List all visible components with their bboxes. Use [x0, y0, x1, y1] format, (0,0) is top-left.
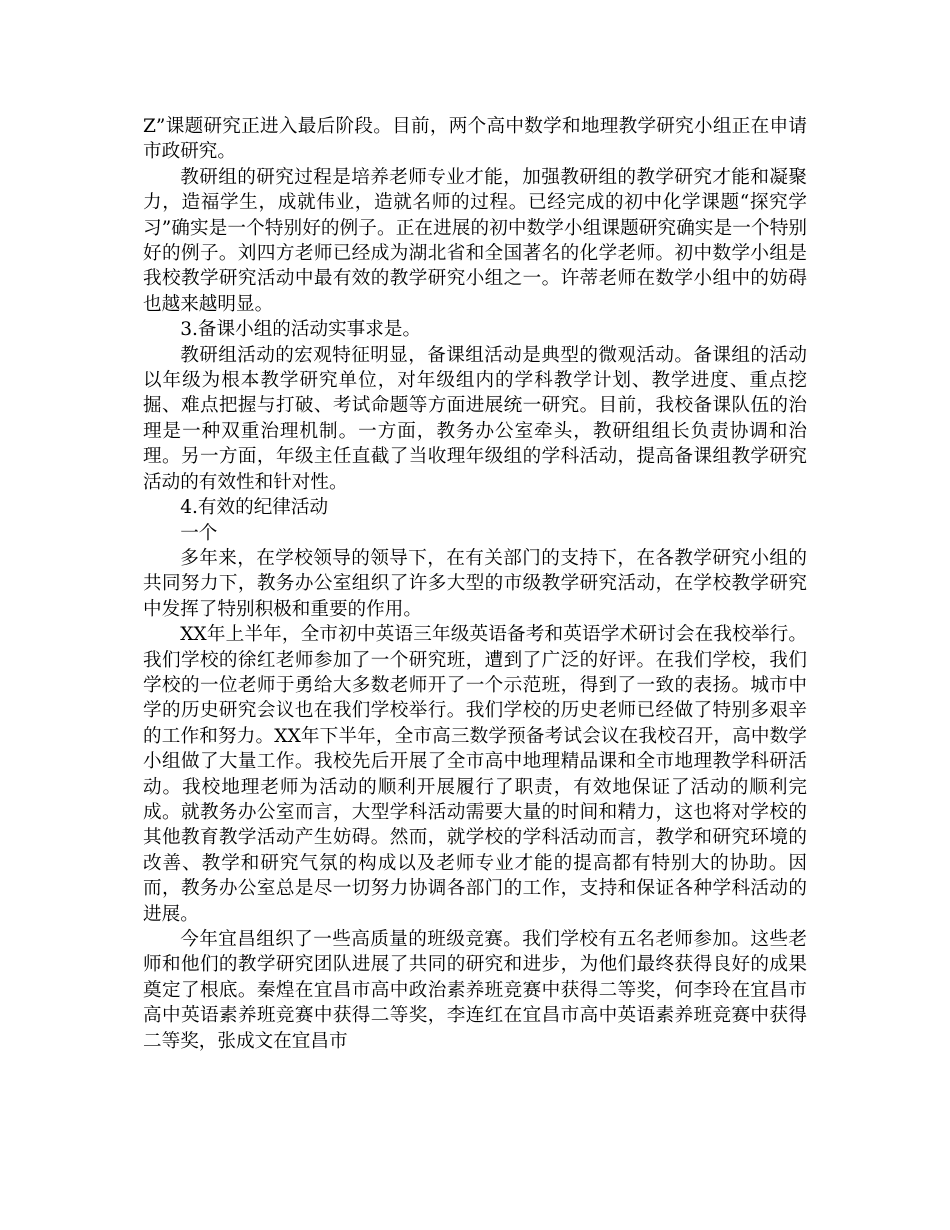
- section-heading-4: 4.有效的纪律活动: [180, 497, 329, 519]
- document-page: [143, 114, 807, 1054]
- section-heading-3: 3.备课小组的活动实事求是。: [180, 319, 422, 341]
- paragraph-over-the-years: 多年来，在学校领导的领导下，在有关部门的支持下，在各教学研究小组的共同努力下，教务办公室组织了许多大型的市级教学研究活动，在学校教学研究中发挥了特别积极和重要的作用。: [143, 547, 807, 620]
- paragraph-continued: Z”课题研究正进入最后阶段。目前，两个高中数学和地理教学研究小组正在申请市政研究。: [143, 116, 807, 163]
- paragraph-yichang-competition: 今年宜昌组织了一些高质量的班级竞赛。我们学校有五名老师参加。这些老师和他们的教学研究团队进展了共同的研究和进步，为他们最终获得良好的成果奠定了根底。秦煌在宜昌市高中政治素养班竞赛中获得二等奖，何李玲在宜昌市高中英语素养班竞赛中获得二等奖，李连红在宜昌市高中英语素养班竞赛中获得二等奖，张成文在宜昌市: [143, 929, 807, 1052]
- paragraph-first-half-year: XX年上半年，全市初中英语三年级英语备考和英语学术研讨会在我校举行。我们学校的徐红老师参加了一个研究班，遭到了广泛的好评。在我们学校，我们学校的一位老师于勇给大多数老师开了一个示范班，得到了一致的表扬。城市中学的历史研究会议也在我们学校举行。我们学校的历史老师已经做了特别多艰辛的工作和努力。XX年下半年，全市高三数学预备考试会议在我校召开，高中数学小组做了大量工作。我校先后开展了全市高中地理精品课和全市地理教学科研活动。我校地理老师为活动的顺利开展履行了职责，有效地保证了活动的顺利完成。就教务办公室而言，大型学科活动需要大量的时间和精力，这也将对学校的其他教育教学活动产生妨碍。然而，就学校的学科活动而言，教学和研究环境的改善、教学和研究气氛的构成以及老师专业才能的提高都有特别大的协助。因而，教务办公室总是尽一切努力协调各部门的工作，支持和保证各种学科活动的进展。: [143, 624, 807, 925]
- paragraph-lesson-prep-groups: 教研组活动的宏观特征明显，备课组活动是典型的微观活动。备课组的活动以年级为根本教学研究单位，对年级组内的学科教学计划、教学进度、重点挖掘、难点把握与打破、考试命题等方面进展统一研究。目前，我校备课队伍的治理是一种双重治理机制。一方面，教务办公室牵头，教研组组长负责协调和治理。另一方面，年级主任直截了当收理年级组的学科活动，提高备课组教学研究活动的有效性和针对性。: [143, 344, 807, 493]
- paragraph-research-process: 教研组的研究过程是培养老师专业才能，加强教研组的教学研究才能和凝聚力，造福学生，成就伟业，造就名师的过程。已经完成的初中化学课题“探究学习”确实是一个特别好的例子。正在进展的初中数学小组课题研究确实是一个特别好的例子。刘四方老师已经成为湖北省和全国著名的化学老师。初中数学小组是我校教学研究活动中最有效的教学研究小组之一。许蒂老师在数学小组中的妨碍也越来越明显。: [143, 166, 807, 315]
- subheading-one: 一个: [180, 522, 218, 544]
